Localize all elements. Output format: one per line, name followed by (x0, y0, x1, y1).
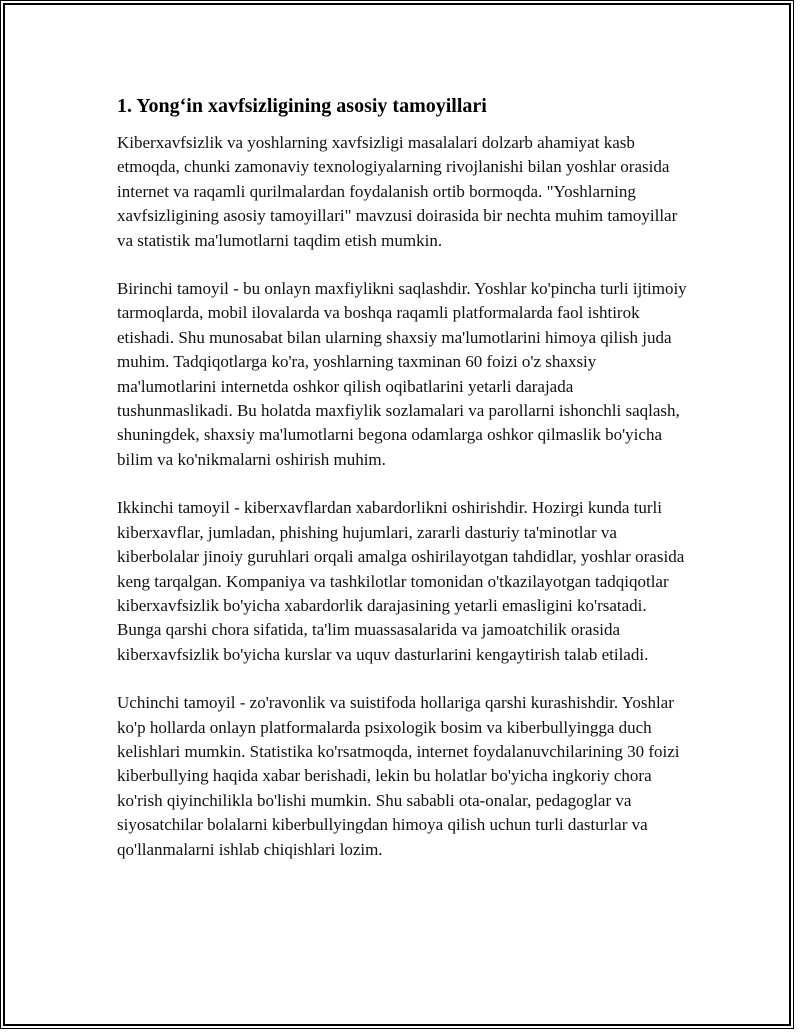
paragraph-intro: Kiberxavfsizlik va yoshlarning xavfsizligi masalalari dolzarb ahamiyat kasb etmoqda, chunki zamonaviy texnologiyalarning rivojlanishi bilan yoshlar orasida internet va raqamli qurilmalardan foydalanish ortib bormoqda. "Yoshlarning xavfsizligining asosiy tamoyillari" mavzusi doirasida bir nechta muhim tamoyillar va statistik ma'lumotlarni taqdim etish mumkin. (117, 133, 678, 250)
document-body (117, 93, 687, 886)
paragraph-first-principle: Birinchi tamoyil - bu onlayn maxfiylikni saqlashdir. Yoshlar ko'pincha turli ijtimoiy tarmoqlarda, mobil ilovalarda va boshqa raqamli platformalarda faol ishtirok etishadi. Shu munosabat bilan ularning shaxsiy ma'lumotlarini himoya qilish juda muhim. Tadqiqotlarga ko'ra, yoshlarning taxminan 60 foizi o'z shaxsiy ma'lumotlarini internetda oshkor qilish oqibatlarini yetarli darajada tushunmaslikadi. Bu holatda maxfiylik sozlamalari va parollarni ishonchli saqlash, shuningdek, shaxsiy ma'lumotlarni begona odamlarga oshkor qilmaslik bo'yicha bilim va ko'nikmalarni oshirish muhim. (117, 279, 687, 469)
paragraph-third-principle: Uchinchi tamoyil - zo'ravonlik va suistifoda hollariga qarshi kurashishdir. Yoshlar ko'p hollarda onlayn platformalarda psixologik bosim va kiberbullyingga duch kelishlari mumkin. Statistika ko'rsatmoqda, internet foydalanuvchilarining 30 foizi kiberbullying haqida xabar berishadi, lekin bu holatlar bo'yicha ingkoriy chora ko'rish qiyinchilikla bo'lishi mumkin. Shu sababli ota-onalar, pedagoglar va siyosatchilar bolalarni kiberbullyingdan himoya qilish uchun turli dasturlar va qo'llanmalarni ishlab chiqishlari lozim. (117, 693, 680, 859)
paragraph-second-principle: Ikkinchi tamoyil - kiberxavflardan xabardorlikni oshirishdir. Hozirgi kunda turli kiberxavflar, jumladan, phishing hujumlari, zararli dasturiy ta'minotlar va kiberbolalar jinoiy guruhlari orqali amalga oshirilayotgan tahdidlar, yoshlar orasida keng tarqalgan. Kompaniya va tashkilotlar tomonidan o'tkazilayotgan tadqiqotlar kiberxavfsizlik bo'yicha xabardorlik darajasining yetarli emasligini ko'rsatadi. Bunga qarshi chora sifatida, ta'lim muassasalarida va jamoatchilik orasida kiberxavfsizlik bo'yicha kurslar va uquv dasturlarini kengaytirish talab etiladi. (117, 498, 685, 664)
section-heading: 1. Yong‘in xavfsizligining asosiy tamoyillari (117, 95, 487, 117)
